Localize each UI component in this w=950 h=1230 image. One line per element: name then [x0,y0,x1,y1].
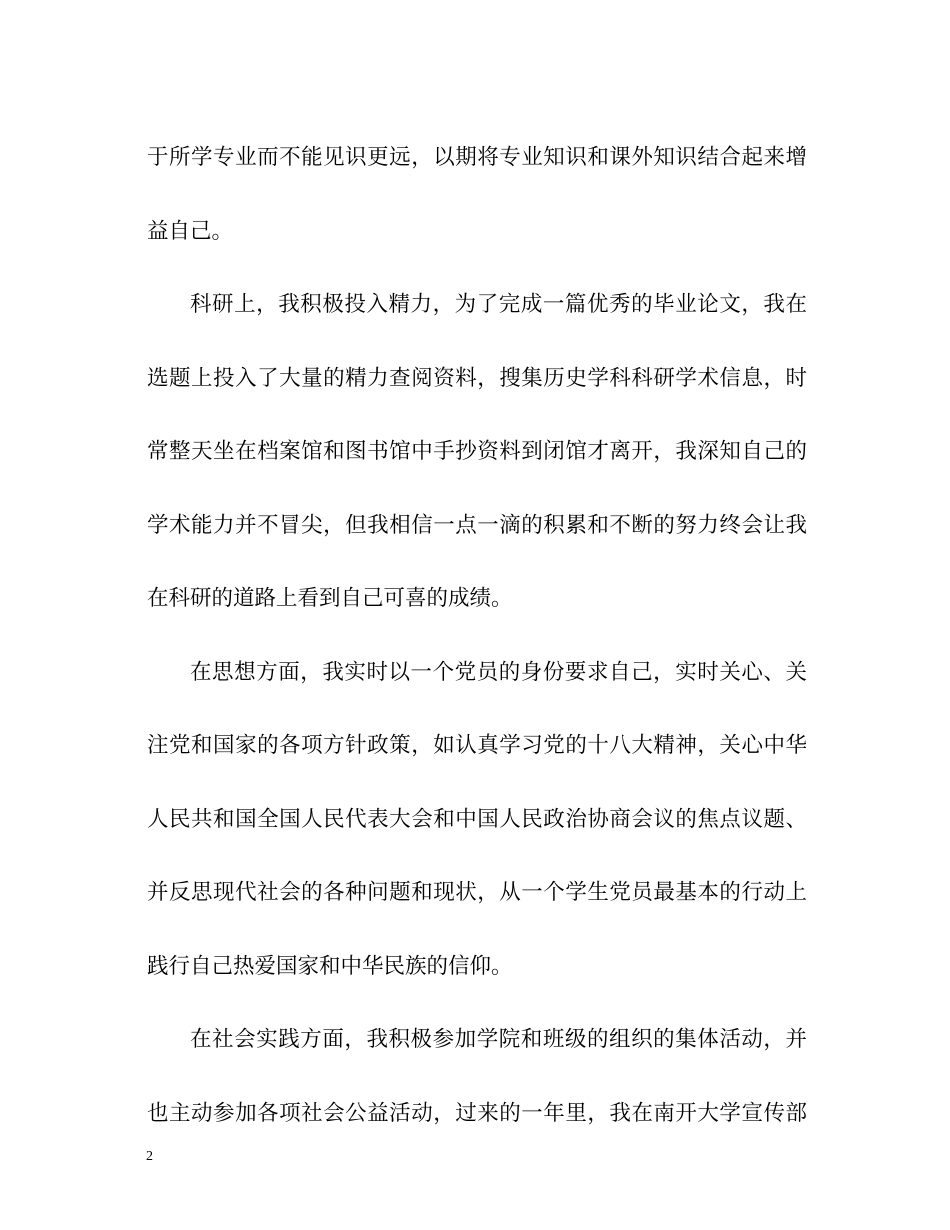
paragraph-first-line: 在社会实践方面，我积极参加学院和班级的组织的集体活动，并 [190,1027,807,1052]
text-line: 践行自己热爱国家和中华民族的信仰。 [147,953,513,979]
text-line: 也主动参加各项社会公益活动，过来的一年里，我在南开大学宣传部 [147,1100,807,1126]
text-line: 于所学专业而不能见识更远，以期将专业知识和课外知识结合起来增 [147,145,807,170]
text-line: 学术能力并不冒尖，但我相信一点一滴的积累和不断的努力终会让我 [147,512,807,538]
text-line: 常整天坐在档案馆和图书馆中手抄资料到闭馆才离开，我深知自己的 [147,439,807,464]
text-line: 在科研的道路上看到自己可喜的成绩。 [147,586,513,611]
text-line: 注党和国家的各项方针政策，如认真学习党的十八大精神，关心中华 [147,733,807,758]
document-body [147,128,807,1157]
text-line: 人民共和国全国人民代表大会和中国人民政治协商会议的焦点议题、 [147,806,807,832]
text-line: 益自己。 [147,218,234,244]
paragraph-first-line: 科研上，我积极投入精力，为了完成一篇优秀的毕业论文，我在 [190,292,807,317]
text-line: 选题上投入了大量的精力查阅资料，搜集历史学科科研学术信息，时 [147,365,807,391]
paragraph-first-line: 在思想方面，我实时以一个党员的身份要求自己，实时关心、关 [190,659,807,685]
page-number: 2 [146,1149,153,1164]
text-line: 并反思现代社会的各种问题和现状，从一个学生党员最基本的行动上 [147,880,807,905]
